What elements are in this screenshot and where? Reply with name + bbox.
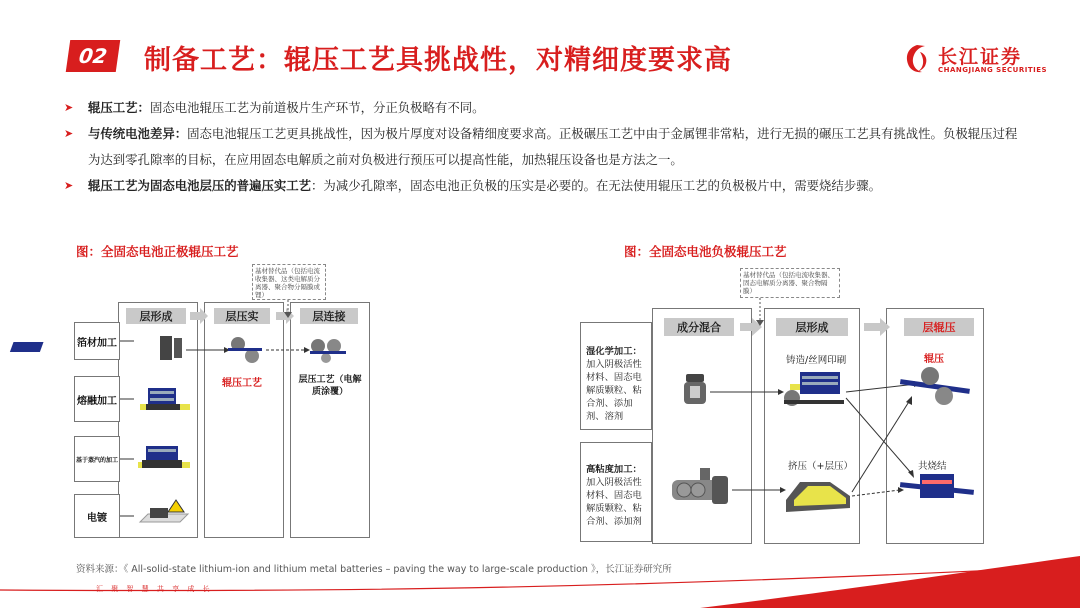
substrate-note-right: 基材替代品（包括电流收集器、固态电解质分离器、聚合物隔膜）: [740, 268, 840, 298]
source-note: 资料来源：《 All-solid-state lithium-ion and lithium metal batteries – paving the way to large-scale production 》，长江证券研究所: [76, 564, 672, 575]
sintering-icon: [900, 474, 974, 498]
arrow-icon: ➤: [64, 127, 74, 140]
section-number-badge: 02: [66, 40, 120, 72]
row-label: 电镀: [74, 494, 120, 538]
footer-swoosh: [700, 556, 1080, 608]
mixer-icon: [684, 374, 706, 404]
lamination-process-label: 层压工艺（电解质涂覆）: [298, 375, 362, 397]
rolling-process-label: 辊压工艺: [222, 378, 262, 389]
row-label: 基于蒸汽的加工: [74, 436, 120, 482]
stage-head: 层形成: [776, 318, 848, 336]
stage-head: 层连接: [300, 308, 358, 324]
bullet-head: 与传统电池差异：: [88, 126, 188, 141]
casting-icon: [784, 372, 844, 406]
cosintering-label: 共烧结: [918, 461, 947, 472]
stage-head: 层压实: [214, 308, 270, 324]
rolling-label: 辊压: [924, 354, 944, 365]
row-text: 加入阴极活性材料、固态电解质颗粒、粘合剂、添加剂、溶剂: [586, 359, 642, 422]
logo-name: 长江证券: [938, 46, 1023, 68]
arrow-icon: ➤: [64, 101, 74, 114]
extruder-icon: [672, 468, 728, 504]
footer-slogan: 汇 聚 智 慧 共 享 成 长: [96, 585, 213, 593]
stage-head: 层形成: [126, 308, 186, 324]
bullet-text: 固态电池辊压工艺更具挑战性，因为极片厚度对设备精细度要求高。正极碾压工艺中由于金属锂非常粘，进行无损的碾压工艺具有挑战性。负极辊压过程为达到零孔隙率的目标，在应用固态电解质之前对负极进行预压可以提高性能，加热辊压设备也是方法之一。: [88, 126, 1018, 167]
extrusion-icon: [786, 482, 850, 512]
casting-label: 铸造/丝网印刷: [786, 355, 847, 366]
stage-arrow-icon: [864, 318, 890, 336]
row-text: 加入阴极活性材料、固态电解质颗粒、粘合剂、添加剂: [586, 477, 642, 527]
bullet-head: 辊压工艺为固态电池层压的普遍压实工艺: [88, 178, 312, 193]
page-title: 制备工艺：辊压工艺具挑战性，对精细度要求高: [144, 45, 732, 76]
stage-head: 成分混合: [664, 318, 734, 336]
logo-english: CHANGJIANG SECURITIES: [938, 66, 1048, 74]
bullet-text: 固态电池辊压工艺为前道极片生产环节，分正负极略有不同。: [149, 100, 485, 115]
bullet-head: 辊压工艺：: [88, 100, 150, 115]
row-label: 箔材加工: [74, 322, 120, 360]
figure-caption-left: 图：全固态电池正极辊压工艺: [76, 244, 239, 259]
extrusion-label: 挤压（+层压）: [788, 461, 853, 472]
row-head: 高粘度加工：: [586, 464, 642, 475]
stage-head: 层辊压: [904, 318, 974, 336]
substrate-note-left: 基材替代品（包括电流收集器、这类电解质分离器、聚合物分隔膜或锂）: [252, 264, 326, 300]
row-label: 熔融加工: [74, 376, 120, 422]
arrow-icon: ➤: [64, 179, 74, 192]
figure-caption-right: 图：全固态电池负极辊压工艺: [624, 244, 787, 259]
row-head: 湿化学加工：: [586, 346, 642, 357]
bullet-text: ：为减少孔隙率，固态电池正负极的压实是必要的。在无法使用辊压工艺的负极极片中，需要烧结步骤。: [311, 178, 881, 193]
